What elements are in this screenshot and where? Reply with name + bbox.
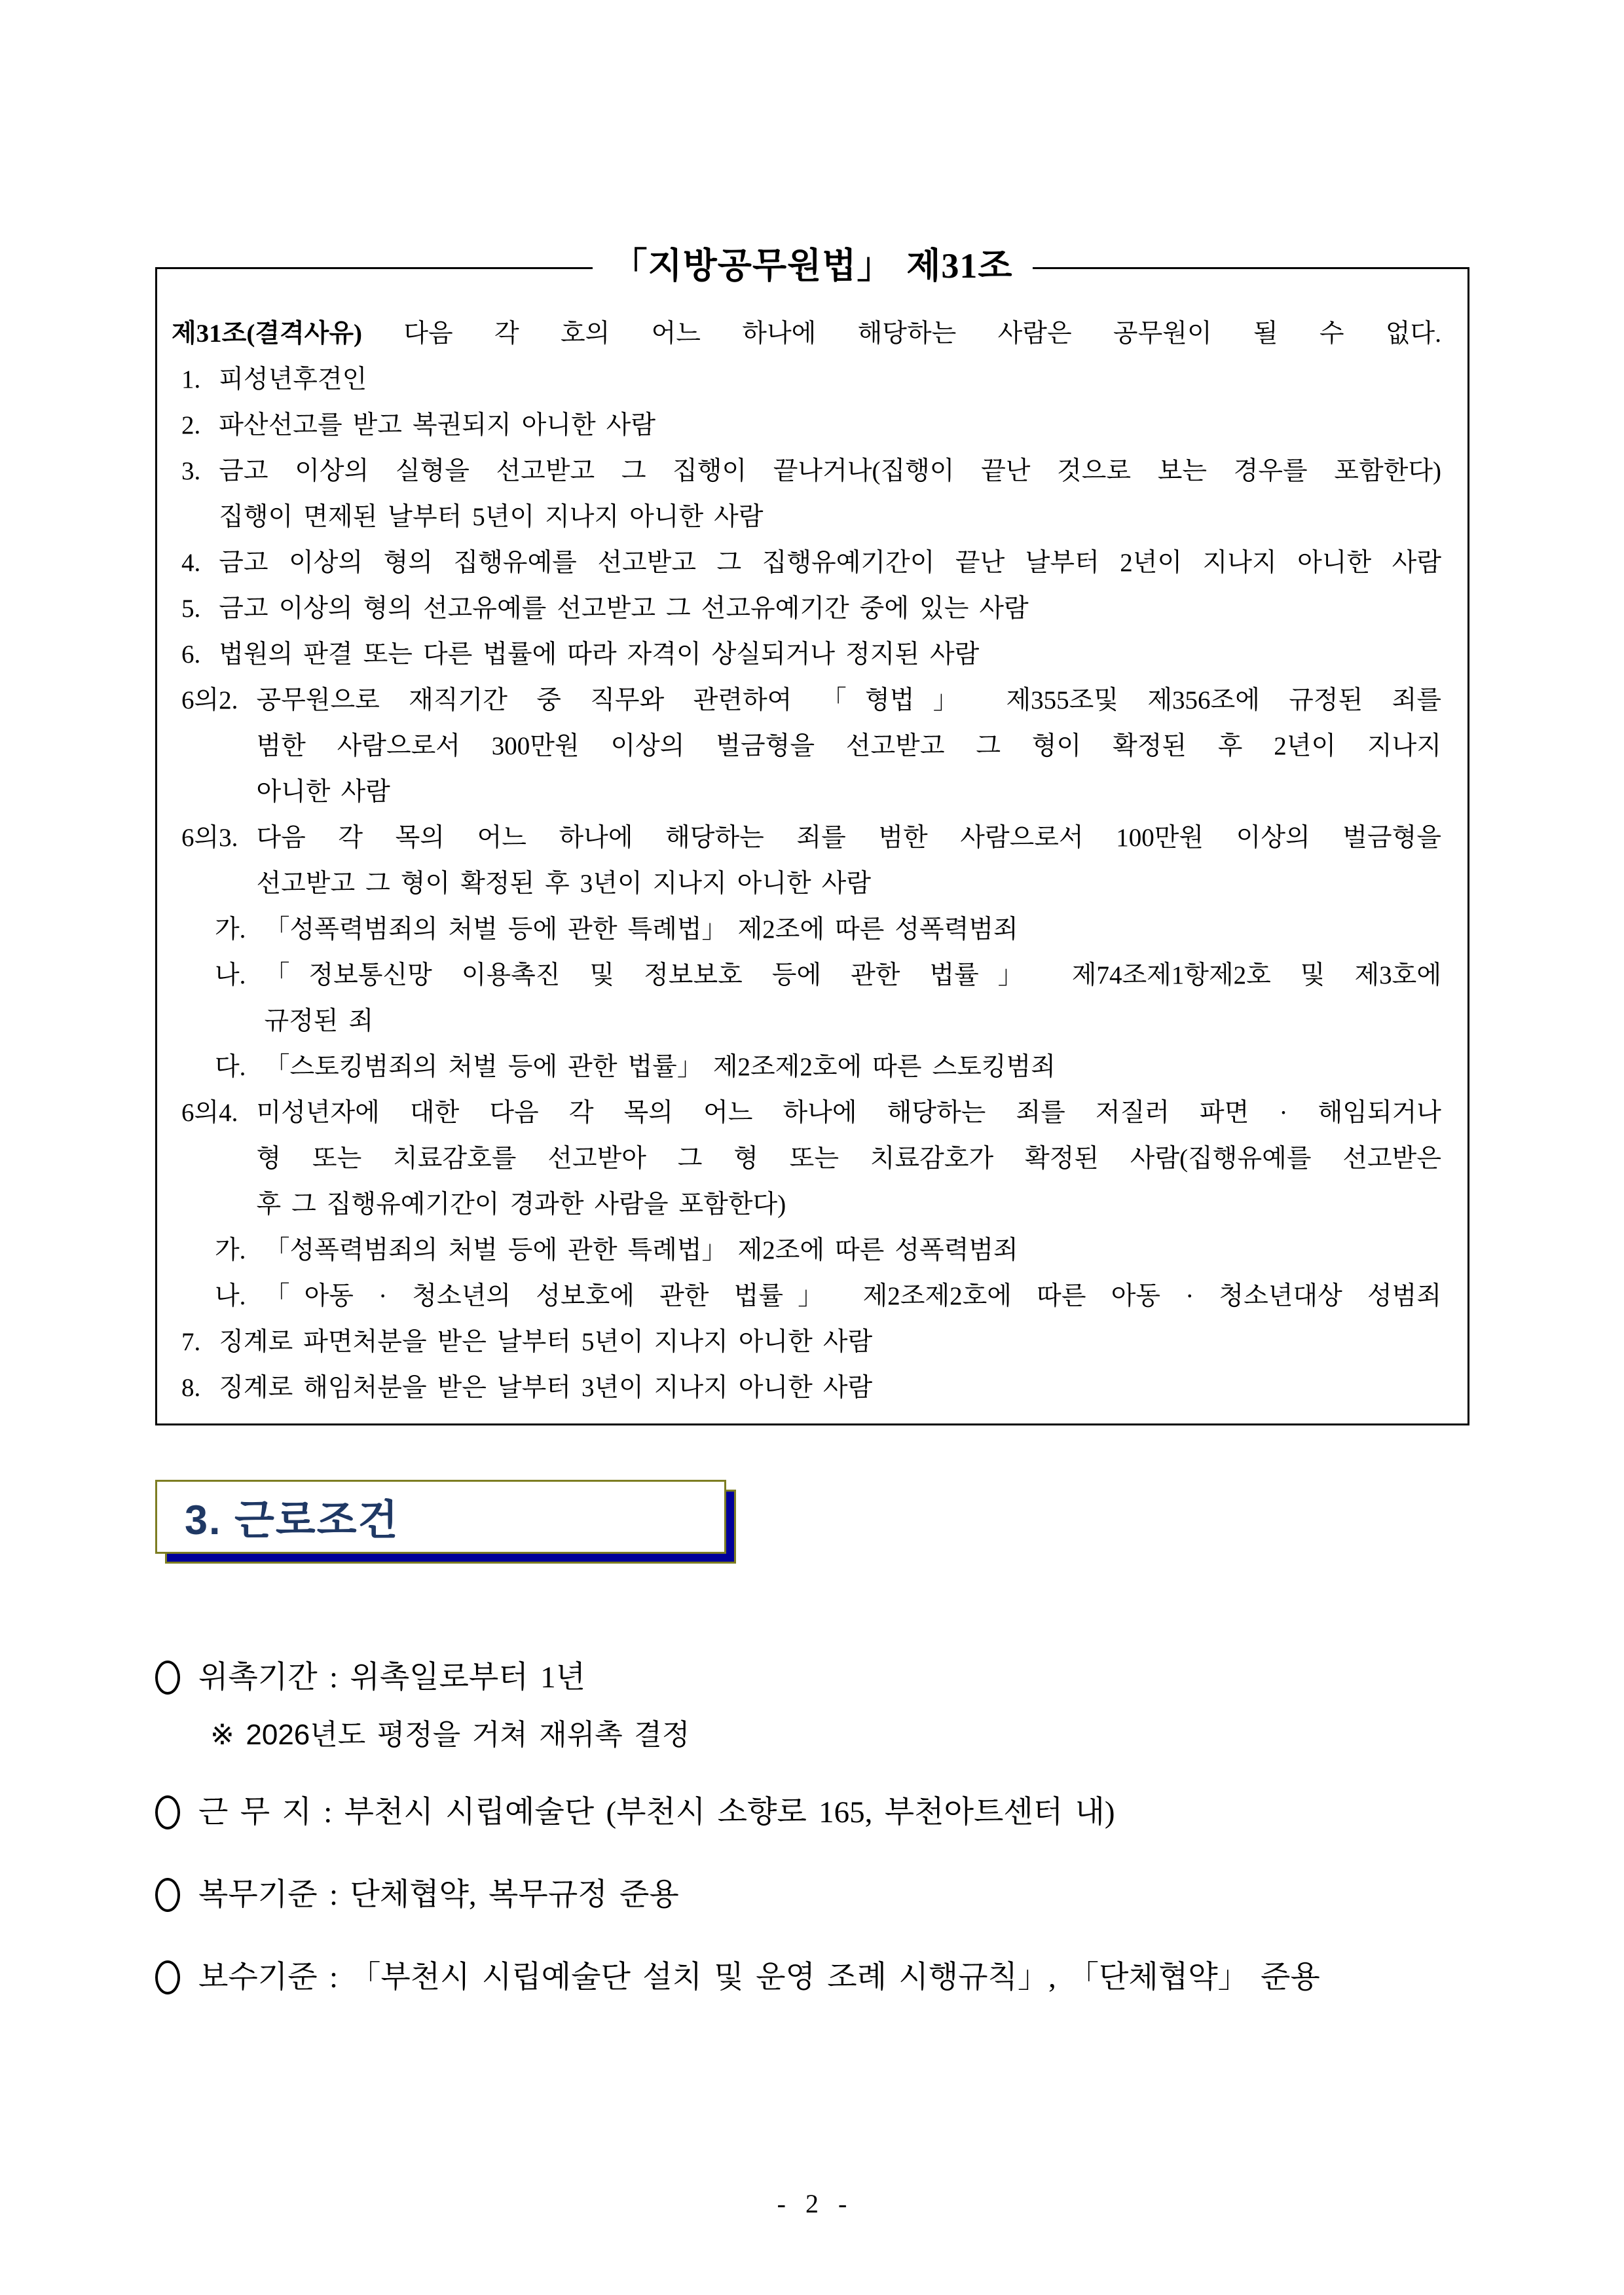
law-item-text	[219, 403, 1441, 449]
law-item-number: 가.	[215, 915, 246, 944]
law-item-number: 3.	[181, 457, 201, 485]
law-item-number: 4.	[181, 549, 201, 577]
law-item-line: 규정된 죄	[264, 1007, 374, 1035]
law-item-text	[219, 540, 1441, 586]
condition-note: ※ 2026년도 평정을 거쳐 재위촉 결정	[210, 1719, 690, 1751]
page-number: - 2 -	[777, 2189, 847, 2218]
law-item	[215, 1274, 1441, 1319]
law-item	[181, 586, 1441, 632]
law-item	[181, 449, 1441, 540]
law-item-line: 집행이 면제된 날부터 5년이 지나지 아니한 사람	[219, 503, 764, 531]
law-item	[181, 678, 1441, 815]
section-heading-title: 3. 근로조건	[185, 1497, 399, 1543]
law-item-text	[219, 1319, 1441, 1365]
law-item-text	[264, 1274, 1441, 1319]
law-item-number: 6의2.	[181, 686, 238, 714]
law-item-line: 후 그 집행유예기간이 경과한 사람을 포함한다)	[256, 1190, 786, 1219]
circle-bullet-icon	[155, 1661, 180, 1695]
law-item-line: 「아동 · 청소년의 성보호에 관한 법률」 제2조제2호에 따른 아동 · 청소년대상 성범죄	[264, 1282, 1441, 1310]
condition-text: 근 무 지 : 부천시 시립예술단 (부천시 소향로 165, 부천아트센터 내)	[198, 1795, 1115, 1829]
law-item-text	[264, 907, 1441, 953]
law-item-line: 아니한 사람	[256, 778, 390, 806]
law-items	[172, 357, 1441, 1411]
law-item	[215, 953, 1441, 1044]
law-item-line: 「성폭력범죄의 처벌 등에 관한 특례법」 제2조에 따른 성폭력범죄	[264, 915, 1018, 944]
law-item-number: 7.	[181, 1328, 201, 1356]
law-item-line: 「스토킹범죄의 처벌 등에 관한 법률」 제2조제2호에 따른 스토킹범죄	[264, 1053, 1056, 1081]
law-box-title: 「지방공무원법」 제31조	[592, 244, 1032, 287]
law-item-line: 징계로 해임처분을 받은 날부터 3년이 지나지 아니한 사람	[219, 1374, 873, 1402]
law-item-number: 6의4.	[181, 1099, 238, 1127]
law-item	[181, 1319, 1441, 1365]
law-item-line: 형 또는 치료감호를 선고받아 그 형 또는 치료감호가 확정된 사람(집행유예를 선고받은	[256, 1145, 1441, 1173]
condition-text: 복무기준 : 단체협약, 복무규정 준용	[198, 1878, 679, 1912]
law-item	[215, 1044, 1441, 1090]
law-item-line: 미성년자에 대한 다음 각 목의 어느 하나에 해당하는 죄를 저질러 파면 · 해임되거나	[256, 1099, 1441, 1127]
condition-item	[155, 1958, 1471, 1997]
law-item-text	[219, 632, 1441, 678]
law-intro	[172, 311, 1441, 357]
law-item-text	[256, 1090, 1441, 1228]
circle-bullet-icon	[155, 1878, 180, 1912]
law-item-text	[219, 1365, 1441, 1411]
law-item-line: 「성폭력범죄의 처벌 등에 관한 특례법」 제2조에 따른 성폭력범죄	[264, 1236, 1018, 1264]
law-item-line: 법원의 판결 또는 다른 법률에 따라 자격이 상실되거나 정지된 사람	[219, 640, 980, 669]
law-item	[181, 815, 1441, 907]
law-item	[181, 1090, 1441, 1228]
law-item-number: 1.	[181, 365, 201, 394]
law-item-line: 공무원으로 재직기간 중 직무와 관련하여 「형법」 제355조및 제356조에 규정된 죄를	[256, 686, 1441, 714]
circle-bullet-icon	[155, 1960, 180, 1994]
law-item	[181, 632, 1441, 678]
law-item-number: 8.	[181, 1374, 201, 1402]
law-item-line: 금고 이상의 형의 선고유예를 선고받고 그 선고유예기간 중에 있는 사람	[219, 595, 1029, 623]
law-item-text	[264, 1228, 1441, 1274]
law-item-line: 파산선고를 받고 복권되지 아니한 사람	[219, 411, 655, 439]
law-item-line: 금고 이상의 실형을 선고받고 그 집행이 끝나거나(집행이 끝난 것으로 보는 경우를 포함한다)	[219, 457, 1441, 485]
law-item-text	[219, 449, 1441, 540]
condition-text: 위촉기간 : 위촉일로부터 1년	[198, 1661, 585, 1695]
condition-item	[155, 1658, 1471, 1697]
law-item-number: 다.	[215, 1053, 246, 1081]
section-heading	[155, 1480, 726, 1554]
law-intro-bold: 제31조(결격사유)	[172, 320, 363, 348]
law-item-line: 다음 각 목의 어느 하나에 해당하는 죄를 범한 사람으로서 100만원 이상의 벌금형을	[256, 824, 1441, 852]
law-item-text	[256, 815, 1441, 907]
law-item	[181, 403, 1441, 449]
law-item	[215, 1228, 1441, 1274]
law-item-text	[219, 357, 1441, 403]
law-item-line: 금고 이상의 형의 집행유예를 선고받고 그 집행유예기간이 끝난 날부터 2년이 지나지 아니한 사람	[219, 549, 1441, 577]
law-item-number: 나.	[215, 961, 246, 989]
law-item-text	[219, 586, 1441, 632]
circle-bullet-icon	[155, 1795, 180, 1829]
condition-item	[155, 1875, 1471, 1915]
law-item-number: 6.	[181, 640, 201, 669]
conditions	[155, 1658, 1471, 2040]
law-intro-text: 다음 각 호의 어느 하나에 해당하는 사람은 공무원이 될 수 없다.	[403, 320, 1441, 348]
law-item-number: 나.	[215, 1282, 246, 1310]
law-item-line: 징계로 파면처분을 받은 날부터 5년이 지나지 아니한 사람	[219, 1328, 873, 1356]
law-item	[181, 1365, 1441, 1411]
law-item-number: 5.	[181, 595, 201, 623]
law-item-number: 가.	[215, 1236, 246, 1264]
condition-item	[155, 1793, 1471, 1832]
law-item-line: 선고받고 그 형이 확정된 후 3년이 지나지 아니한 사람	[256, 870, 872, 898]
law-item-line: 「정보통신망 이용촉진 및 정보보호 등에 관한 법률」 제74조제1항제2호 및 제3호에	[264, 961, 1441, 989]
law-item-number: 6의3.	[181, 824, 238, 852]
law-item-line: 범한 사람으로서 300만원 이상의 벌금형을 선고받고 그 형이 확정된 후 2년이 지나지	[256, 732, 1441, 760]
condition-text: 보수기준 : 「부천시 시립예술단 설치 및 운영 조례 시행규칙」, 「단체협약」 준용	[198, 1960, 1320, 1994]
law-item-text	[264, 1044, 1441, 1090]
law-article-box	[155, 246, 1469, 1425]
law-item-text	[256, 678, 1441, 815]
law-item	[181, 357, 1441, 403]
law-item-line: 피성년후견인	[219, 365, 367, 394]
law-item-text	[264, 953, 1441, 1044]
law-item	[181, 540, 1441, 586]
law-item	[215, 907, 1441, 953]
law-item-number: 2.	[181, 411, 201, 439]
